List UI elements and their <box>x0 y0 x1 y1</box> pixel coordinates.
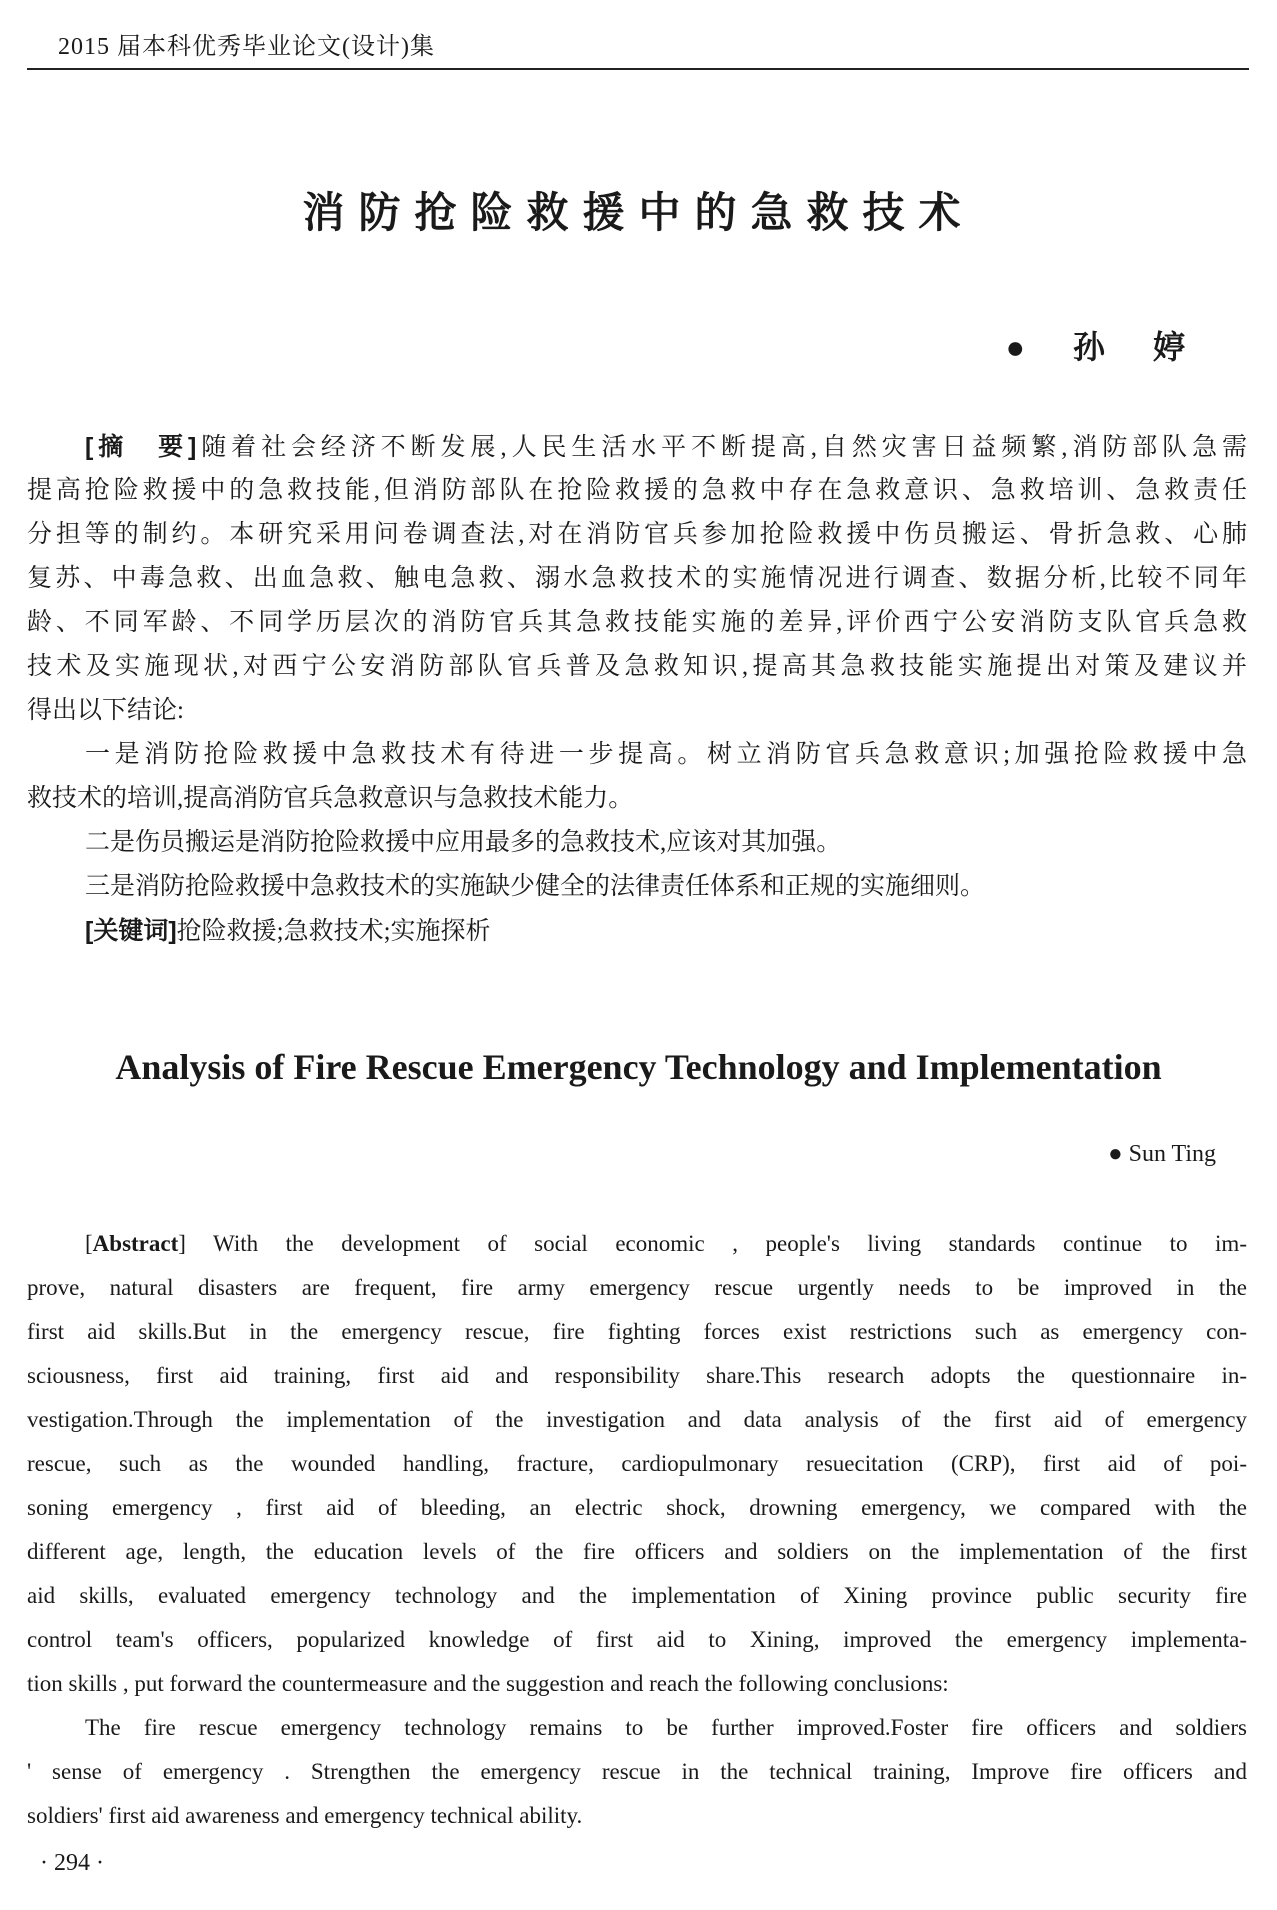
page-number: · 294 · <box>40 1850 104 1876</box>
header-rule <box>27 68 1249 70</box>
english-title: Analysis of Fire Rescue Emergency Technology and Implementation <box>115 1047 1162 1087</box>
conclusion-en-line: The fire rescue emergency technology remains to be further improved.Foster fire officers and soldiers <box>85 1715 1247 1740</box>
conclusion-1: 一是消防抢险救援中急救技术有待进一步提高。树立消防官兵急救意识;加强抢险救援中急 <box>85 741 1247 768</box>
abstract-en-line: rescue, such as the wounded handling, fracture, cardiopulmonary resuecitation (CRP), first aid of poi- <box>27 1451 1247 1476</box>
conclusion-en-line: ' sense of emergency . Strengthen the emergency rescue in the technical training, Improve fire officers and <box>27 1759 1247 1784</box>
abstract-line: 技术及实施现状,对西宁公安消防部队官兵普及急救知识,提高其急救技能实施提出对策及建议并 <box>27 653 1247 680</box>
abstract-line: 提高抢险救援中的急救技能,但消防部队在抢险救援的急救中存在急救意识、急救培训、急救责任 <box>27 477 1247 504</box>
abstract-line: 分担等的制约。本研究采用问卷调查法,对在消防官兵参加抢险救援中伤员搬运、骨折急救、心肺 <box>27 521 1247 548</box>
keywords <box>27 909 1247 953</box>
abstract-en-line: prove, natural disasters are frequent, fire army emergency rescue urgently needs to be improved in the <box>27 1275 1247 1300</box>
abstract-en-line: first aid skills.But in the emergency rescue, fire fighting forces exist restrictions such as emergency con- <box>27 1319 1247 1344</box>
abstract-en-label: Abstract <box>92 1231 179 1256</box>
abstract-en-line: [Abstract] With the development of social economic , people's living standards continue to im- <box>85 1231 1247 1256</box>
abstract-label: [摘 要] <box>85 433 197 461</box>
abstract-en-line: vestigation.Through the implementation of the investigation and data analysis of the first aid of emergency <box>27 1407 1247 1432</box>
conclusion-3: 三是消防抢险救援中急救技术的实施缺少健全的法律责任体系和正规的实施细则。 <box>85 873 986 900</box>
author-en: ● Sun Ting <box>1108 1141 1216 1167</box>
abstract-cn <box>27 425 1247 953</box>
abstract-en-line: soning emergency , first aid of bleeding, an electric shock, drowning emergency, we compared with the <box>27 1495 1247 1520</box>
abstract-en-line: different age, length, the education levels of the fire officers and soldiers on the implementation of the first <box>27 1539 1247 1564</box>
running-head: 2015 届本科优秀毕业论文(设计)集 <box>58 34 435 60</box>
abstract-en-line: control team's officers, popularized knowledge of first aid to Xining, improved the emergency implementa- <box>27 1627 1247 1652</box>
abstract-en <box>27 1222 1247 1838</box>
abstract-line: 得出以下结论: <box>27 697 184 724</box>
conclusion-en-line: soldiers' first aid awareness and emergency technical ability. <box>27 1803 583 1828</box>
paper-title: 消防抢险救援中的急救技术 <box>302 191 975 237</box>
conclusion-1-cont: 救技术的培训,提高消防官兵急救意识与急救技术能力。 <box>27 785 634 812</box>
abstract-en-line: sciousness, first aid training, first aid and responsibility share.This research adopts the questionnaire in- <box>27 1363 1247 1388</box>
abstract-line: [摘 要]随着社会经济不断发展,人民生活水平不断提高,自然灾害日益频繁,消防部队急需 <box>85 433 1247 461</box>
abstract-line: 复苏、中毒急救、出血急救、触电急救、溺水急救技术的实施情况进行调查、数据分析,比较不同年 <box>27 565 1247 592</box>
abstract-line: 龄、不同军龄、不同学历层次的消防官兵其急救技能实施的差异,评价西宁公安消防支队官兵急救 <box>27 609 1247 636</box>
author-cn: ● 孙 婷 <box>1005 329 1205 365</box>
keywords-label: [关键词] <box>85 917 177 945</box>
abstract-en-line: aid skills, evaluated emergency technology and the implementation of Xining province public security fire <box>27 1583 1247 1608</box>
keywords-value: 抢险救援;急救技术;实施探析 <box>176 918 491 945</box>
abstract-en-line: tion skills , put forward the countermeasure and the suggestion and reach the following conclusions: <box>27 1671 949 1696</box>
conclusion-2: 二是伤员搬运是消防抢险救援中应用最多的急救技术,应该对其加强。 <box>85 829 842 856</box>
